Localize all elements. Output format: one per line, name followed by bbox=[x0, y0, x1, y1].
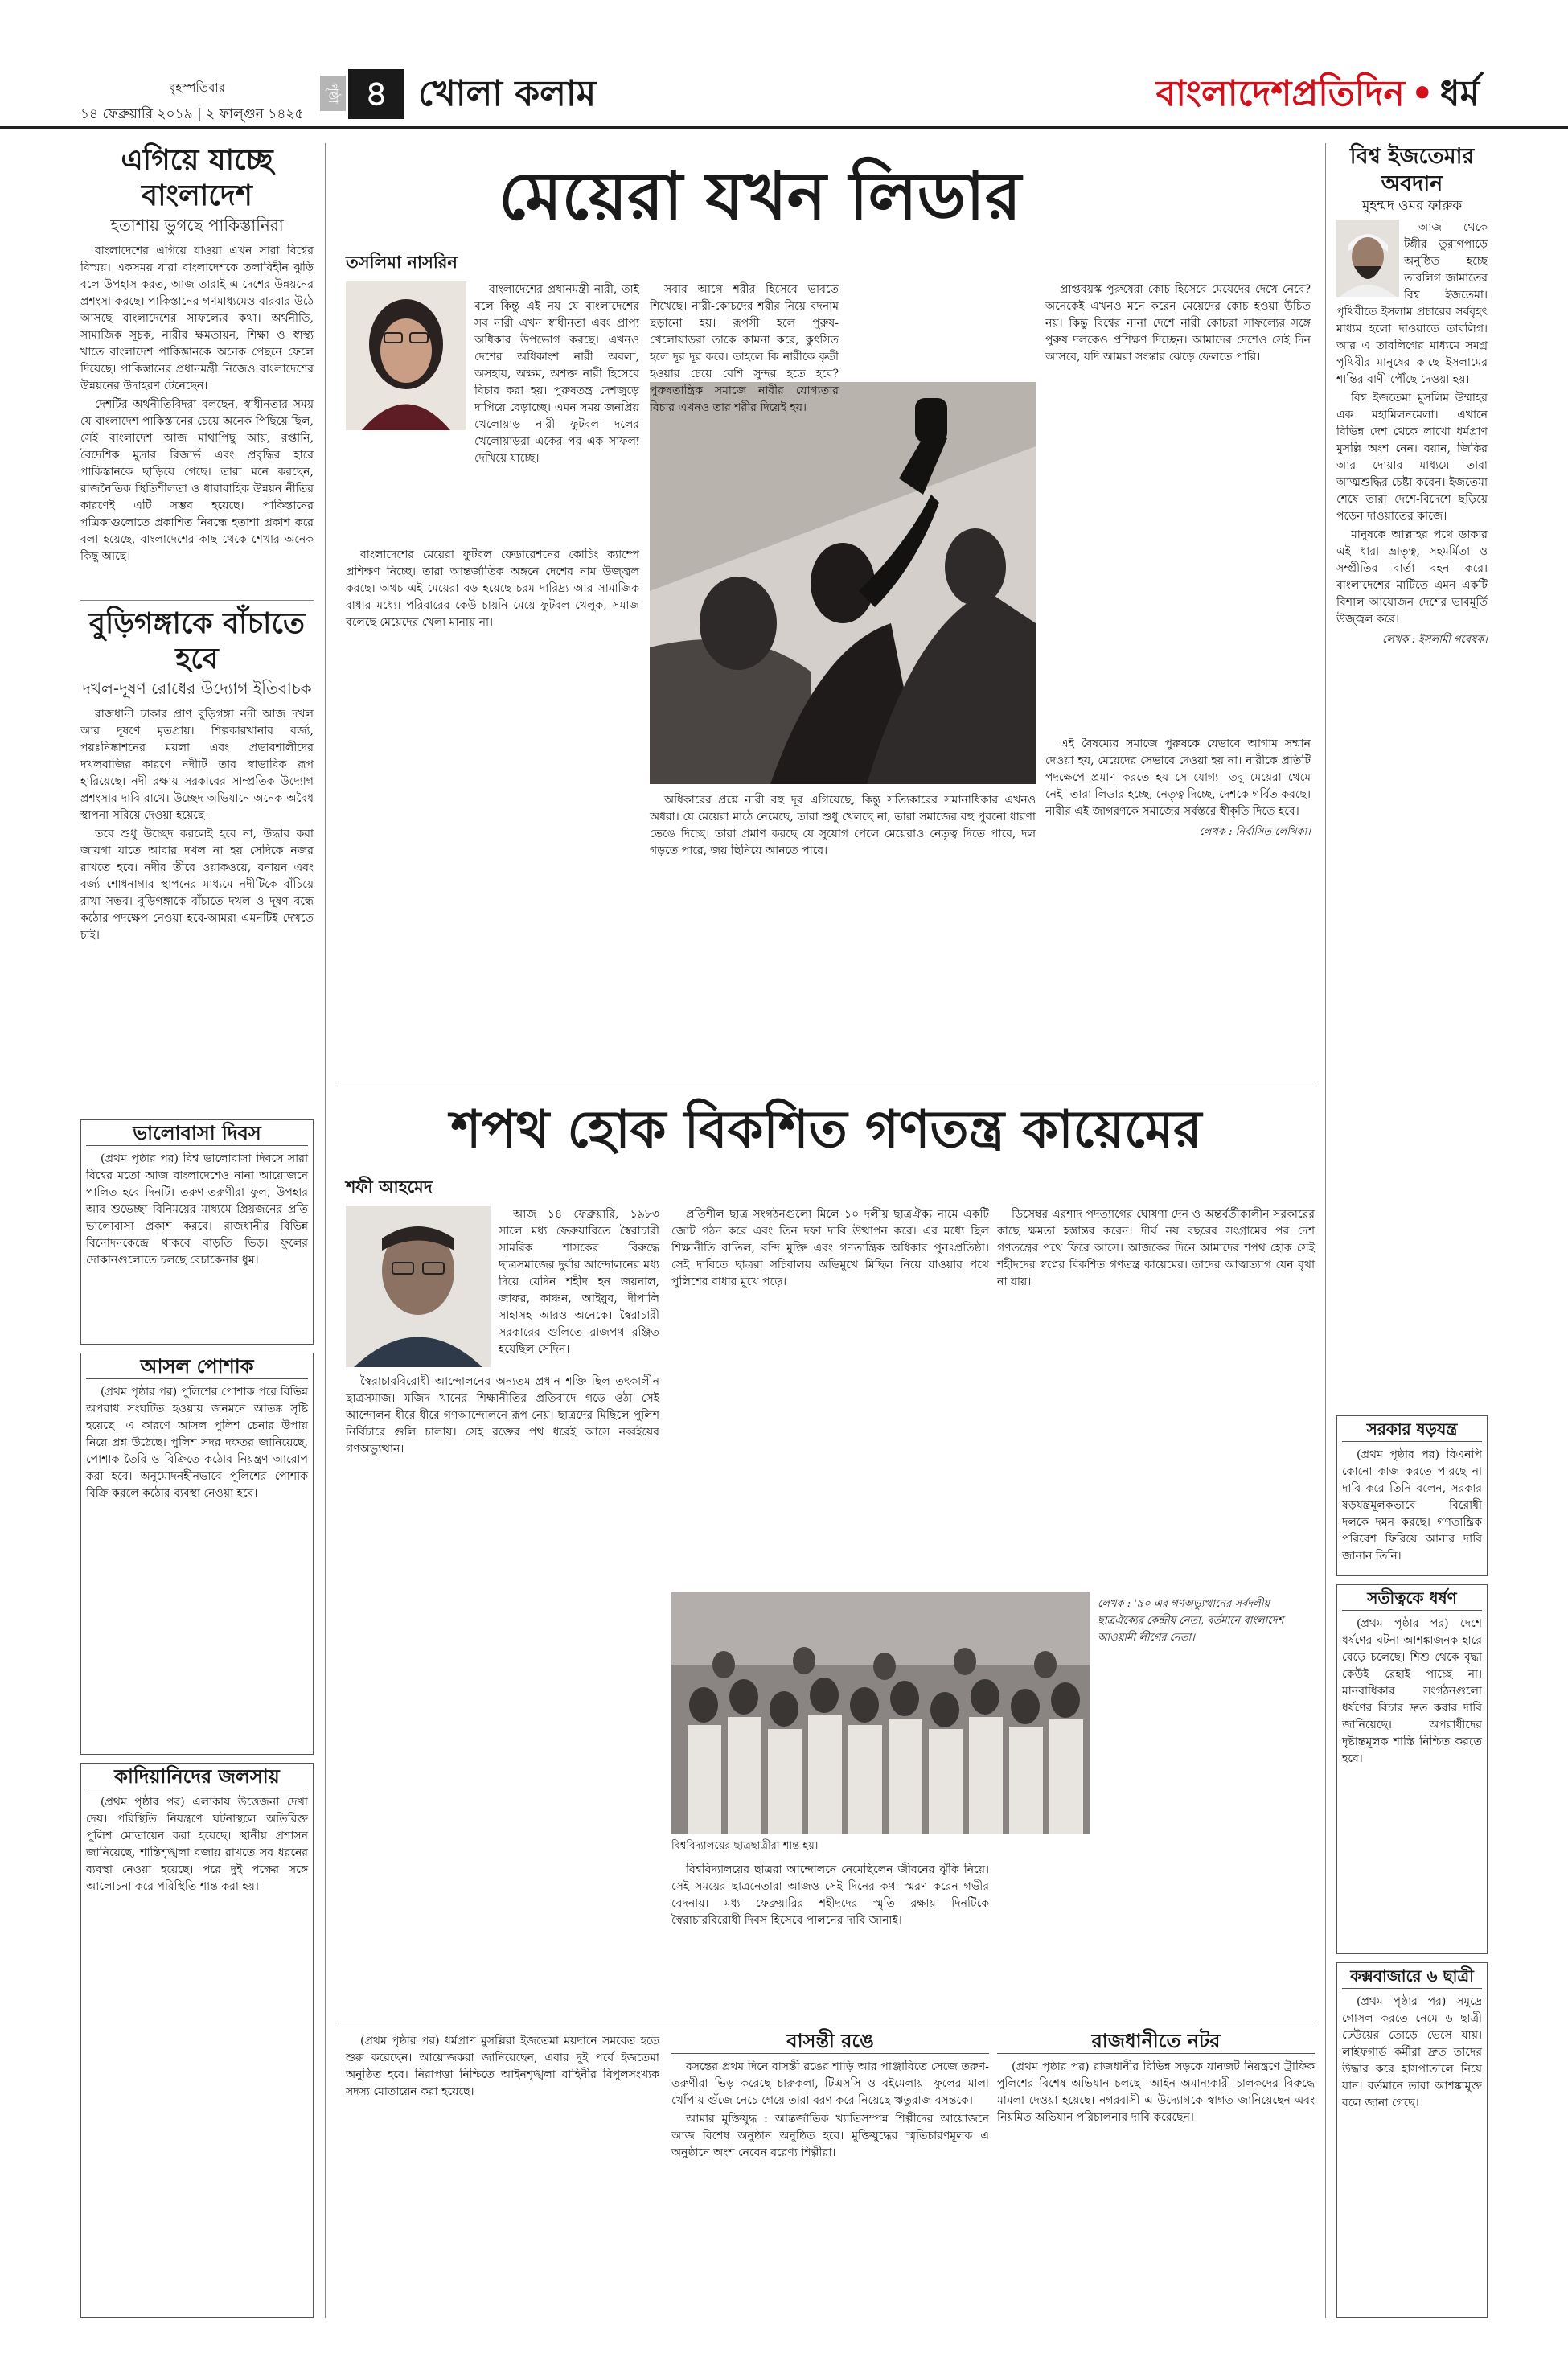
box1-title: ভালোবাসা দিবস bbox=[86, 1125, 308, 1146]
right-box-3 bbox=[1336, 1962, 1488, 2318]
right-box1-title: সরকার ষড়যন্ত্র bbox=[1342, 1421, 1482, 1442]
protest-illustration bbox=[650, 382, 1036, 784]
brand-logo bbox=[1156, 69, 1480, 119]
feature-paragraph: বিশ্ব ইজতেমা মুসলিম উম্মাহর এক মহামিলনমেলা। এখানে বিভিন্ন দেশ থেকে লাখো ধর্মপ্রাণ মুসল্লি অংশ নেন। বয়ান, জিকির আর দোয়ার মাধ্যমে তারা আত্মশুদ্ধির চেষ্টা করেন। ইজতেমা শেষে তারা দেশে-বিদেশে ছড়িয়ে পড়েন দাওয়াতের কাজে। bbox=[1336, 392, 1488, 523]
feature-author-image bbox=[1336, 220, 1399, 297]
main-col-2a bbox=[650, 281, 839, 414]
protest-photo-caption: বিশ্ববিদ্যালয়ের ছাত্রছাত্রীরা শান্ত হয়। bbox=[671, 1840, 819, 1852]
protest-photo bbox=[671, 1592, 1090, 1834]
bottom2-title: বাসন্তী রঙে bbox=[671, 2033, 989, 2054]
right-box2-paragraph: (প্রথম পৃষ্ঠার পর) দেশে ধর্ষণের ঘটনা আশঙ্কাজনক হারে বেড়ে চলেছে। শিশু থেকে বৃদ্ধা কেউই রেহাই পাচ্ছে না। মানবাধিকার সংগঠনগুলো ধর্ষণের বিচার দ্রুত করার দাবি জানিয়েছে। অপরাধীদের দৃষ্টান্তমূলক শাস্তি নিশ্চিত করতে হবে। bbox=[1342, 1617, 1482, 1765]
right-box3-title: কক্সবাজারে ৬ ছাত্রী bbox=[1342, 1968, 1482, 1989]
box1-paragraph: (প্রথম পৃষ্ঠার পর) বিশ্ব ভালোবাসা দিবসে সারা বিশ্বের মতো আজ বাংলাদেশেও নানা আয়োজনে পালিত হবে দিনটি। তরুণ-তরুণীরা ফুল, উপহার আর শুভেচ্ছা বিনিময়ের মাধ্যমে প্রিয়জনের প্রতি ভালোবাসা প্রকাশ করবে। রাজধানীর বিভিন্ন বিনোদনকেন্দ্রে থাকবে বাড়তি ভিড়। ফুলের দোকানগুলোতে চলছে বেচাকেনার ধুম। bbox=[86, 1152, 308, 1267]
author-photo bbox=[346, 281, 466, 430]
second-col-1b bbox=[346, 1374, 659, 2013]
feature-byline: মুহম্মদ ওমর ফারুক bbox=[1361, 198, 1463, 214]
bottom-col-2 bbox=[671, 2030, 989, 2318]
feature-paragraph: আজ থেকে টঙ্গীর তুরাগপাড়ে অনুষ্ঠিত হচ্ছে তাবলিগ জামাতের বিশ্ব ইজতেমা। পৃথিবীতে ইসলাম প্রচারের সর্ববৃহৎ মাধ্যম হলো দাওয়াতে তাবলিগ। আর এ তাবলিগের মাধ্যমে সমগ্র পৃথিবীর মানুষের কাছে ইসলামের শান্তির বাণী পৌঁছে দেওয়া হয়। bbox=[1336, 221, 1488, 386]
main-paragraph: সবার আগে শরীর হিসেবে ভাবতে শিখেছে। নারী-কোচদের শরীর নিয়ে বদনাম ছড়ানো হয়। রূপসী হলে পুরুষ-খেলোয়াড়রা তাকে কামনা করে, কুৎসিত হলে দূর দূর করে। তাহলে কি নারীকে কৃতী হওয়ার চেয়ে বেশি সুন্দর হতে হবে? পুরুষতান্ত্রিক সমাজে নারীর যোগ্যতার বিচার এখনও তার শরীর দিয়েই হয়। bbox=[650, 283, 839, 414]
story2-paragraph: তবে শুধু উচ্ছেদ করলেই হবে না, উদ্ধার করা জায়গা যাতে আবার দখল না হয় সেদিকে নজর রাখতে হবে। নদীর তীরে ওয়াকওয়ে, বনায়ন এবং বর্জ্য শোধনাগার স্থাপনের মাধ্যমে নদীটিকে বাঁচিয়ে রাখা সম্ভব। বুড়িগঙ্গাকে বাঁচাতে দখল ও দূষণ বন্ধে কঠোর পদক্ষেপ নেওয়া হবে-আমরা এমনটিই দেখতে চাই। bbox=[80, 828, 314, 942]
weekday: বৃহস্পতিবার bbox=[169, 80, 225, 95]
bottom2-paragraph: বসন্তের প্রথম দিনে বাসন্তী রঙের শাড়ি আর পাঞ্জাবিতে সেজে তরুণ-তরুণীরা ভিড় করেছে চারুকলা, টিএসসি ও বইমেলায়। ফুলের মালা খোঁপায় গুঁজে নেচে-গেয়ে তারা বরণ করে নিয়েছে ঋতুরাজ বসন্তকে। bbox=[671, 2060, 989, 2107]
main-illustration bbox=[650, 382, 1036, 784]
main-paragraph: অধিকারের প্রশ্নে নারী বহু দূর এগিয়েছে, কিন্তু সত্যিকারের সমানাধিকার এখনও অধরা। যে মেয়েরা মাঠে নেমেছে, তারা শুধু খেলছে না, তারা সমাজের বহু পুরনো ধারণা ভেঙে দিচ্ছে। তারা প্রমাণ করছে যে সুযোগ পেলে মেয়েরাও নেতৃত্ব দিতে পারে, দল গড়তে পারে, জয় ছিনিয়ে আনতে পারে। bbox=[650, 794, 1036, 857]
box3-paragraph: (প্রথম পৃষ্ঠার পর) এলাকায় উত্তেজনা দেখা দেয়। পরিস্থিতি নিয়ন্ত্রণে ঘটনাস্থলে অতিরিক্ত পুলিশ মোতায়েন করা হয়েছে। স্থানীয় প্রশাসন জানিয়েছে, শান্তিশৃঙ্খলা বজায় রাখতে সব ধরনের ব্যবস্থা নেওয়া হয়েছে। পরে দুই পক্ষের সঙ্গে আলোচনা করে পরিস্থিতি শান্ত করা হয়। bbox=[86, 1796, 308, 1893]
brand-dot: • bbox=[1410, 73, 1434, 114]
feature-writer-note: লেখক : ইসলামী গবেষক। bbox=[1381, 634, 1488, 646]
right-box-2 bbox=[1336, 1584, 1488, 1954]
second-paragraph: স্বৈরাচারবিরোধী আন্দোলনের অন্যতম প্রধান শক্তি ছিল তৎকালীন ছাত্রসমাজ। মজিদ খানের শিক্ষানীতির প্রতিবাদে গড়ে ওঠা সেই আন্দোলন ধীরে ধীরে গণআন্দোলনে রূপ নেয়। ছাত্রদের মিছিলে পুলিশ নির্বিচারে গুলি চালায়। সেই রক্তের পথ ধরেই আসে নব্বইয়ের গণঅভ্যুত্থান। bbox=[346, 1375, 659, 1456]
right-box3-paragraph: (প্রথম পৃষ্ঠার পর) সমুদ্রে গোসল করতে নেমে ৬ ছাত্রী ঢেউয়ের তোড়ে ভেসে যায়। লাইফগার্ড কর্মীরা দ্রুত তাদের উদ্ধার করে হাসপাতালে নিয়ে যান। বর্তমানে তারা আশঙ্কামুক্ত বলে জানা গেছে। bbox=[1342, 1995, 1482, 2109]
column-rule bbox=[1325, 143, 1326, 2318]
page-tag: পৃষ্ঠা bbox=[320, 76, 346, 111]
second-paragraph: আজ ১৪ ফেব্রুয়ারি, ১৯৮৩ সালে মধ্য ফেব্রুয়ারিতে স্বৈরাচারী সামরিক শাসকের বিরুদ্ধে ছাত্রসমাজের দুর্বার আন্দোলনের মধ্য দিয়ে যেদিন শহীদ হন জয়নাল, জাফর, কাঞ্চন, আইয়ুব, দীপালি সাহাসহ আরও অনেকে। স্বৈরাচারী সরকারের গুলিতে রাজপথ রঞ্জিত হয়েছিল সেদিন। bbox=[499, 1208, 659, 1356]
main-byline: তসলিমা নাসরিন bbox=[346, 253, 458, 272]
bottom3-paragraph: (প্রথম পৃষ্ঠার পর) রাজধানীর বিভিন্ন সড়কে যানজট নিয়ন্ত্রণে ট্রাফিক পুলিশের বিশেষ অভিযান চলছে। আইন অমান্যকারী চালকদের বিরুদ্ধে মামলা দেওয়া হয়েছে। নগরবাসী এ উদ্যোগকে স্বাগত জানিয়েছেন এবং নিয়মিত অভিযান পরিচালনার দাবি করেছেন। bbox=[997, 2060, 1315, 2124]
brand-part1: বাংলাদেশ bbox=[1155, 73, 1292, 114]
page-number: ৪ bbox=[348, 69, 404, 119]
main-col-3a bbox=[1045, 281, 1311, 732]
left-story-2 bbox=[80, 606, 314, 1111]
story2-paragraph: রাজধানী ঢাকার প্রাণ বুড়িগঙ্গা নদী আজ দখল আর দূষণে মৃতপ্রায়। শিল্পকারখানার বর্জ্য, পয়ঃনিষ্কাশনের ময়লা এবং প্রভাবশালীদের দখলবাজির কারণে নদীটি তার স্বাভাবিক রূপ হারিয়েছে। নদী রক্ষায় সরকারের সাম্প্রতিক উদ্যোগ প্রশংসার দাবি রাখে। উচ্ছেদ অভিযানে অনেক অবৈধ স্থাপনা সরিয়ে দেওয়া হয়েছে। bbox=[80, 708, 314, 822]
masthead bbox=[0, 0, 1568, 129]
brand-part2: প্রতিদিন bbox=[1291, 73, 1405, 114]
second-col-1a bbox=[499, 1206, 659, 1367]
story1-paragraph: বাংলাদেশের এগিয়ে যাওয়া এখন সারা বিশ্বের বিস্ময়। একসময় যারা বাংলাদেশকে তলাবিহীন ঝুড়ি বলে উপহাস করত, আজ তারাই এ দেশের উন্নয়নের প্রশংসা করছে। পাকিস্তানের গণমাধ্যমেও বারবার উঠে আসছে বাংলাদেশের সাফল্যের কথা। অর্থনীতি, সামাজিক সূচক, নারীর ক্ষমতায়ন, শিক্ষা ও স্বাস্থ্য খাতে বাংলাদেশ পাকিস্তানকে অনেক পেছনে ফেলে দিয়েছে। পাকিস্তানের প্রধানমন্ত্রী নিজেও বাংলাদেশের উন্নয়নের উদাহরণ টেনেছেন। bbox=[80, 244, 314, 392]
main-writer-note: লেখক : নির্বাসিত লেখিকা। bbox=[1199, 826, 1311, 838]
main-col-2b bbox=[650, 792, 1036, 1070]
main-col-1a bbox=[474, 281, 639, 543]
feature-title-1: বিশ্ব ইজতেমার bbox=[1349, 144, 1475, 169]
second-author-image bbox=[346, 1206, 491, 1367]
box2-title: আসল পোশাক bbox=[86, 1358, 308, 1379]
author-photo-image bbox=[346, 281, 466, 430]
story2-subhead: দখল-দূষণ রোধের উদ্যোগ ইতিবাচক bbox=[82, 679, 312, 698]
story1-paragraph: দেশটির অর্থনীতিবিদরা বলছেন, স্বাধীনতার সময় যে বাংলাদেশ পাকিস্তানের চেয়ে অনেক পিছিয়ে ছিল, সেই বাংলাদেশ আজ মাথাপিছু আয়, রপ্তানি, বৈদেশিক মুদ্রার রিজার্ভ এবং প্রবৃদ্ধির হারে পাকিস্তানকে ছাড়িয়ে গেছে। তারা মনে করছেন, রাজনৈতিক স্থিতিশীলতা ও ধারাবাহিক উন্নয়ন নীতির কারণেই এটি সম্ভব হয়েছে। পাকিস্তানের পত্রিকাগুলোতে প্রকাশিত নিবন্ধে হতাশা প্রকাশ করে বলা হয়েছে, বাংলাদেশের কাছ থেকে শেখার অনেক কিছু আছে। bbox=[80, 398, 314, 563]
second-col-2a bbox=[671, 1206, 989, 1584]
feature-title-2: অবদান bbox=[1381, 171, 1443, 196]
bottom-col-1 bbox=[346, 2033, 659, 2318]
story2-headline: বুড়িগঙ্গাকে বাঁচাতে হবে bbox=[89, 607, 305, 676]
right-box1-paragraph: (প্রথম পৃষ্ঠার পর) বিএনপি কোনো কাজ করতে পারছে না দাবি করে তিনি বলেন, সরকার ষড়যন্ত্রমূলকভাবে বিরোধী দলকে দমন করছে। গণতান্ত্রিক পরিবেশ ফিরিয়ে আনার দাবি জানান তিনি। bbox=[1342, 1448, 1482, 1563]
main-paragraph: এই বৈষম্যের সমাজে পুরুষকে যেভাবে আগাম সম্মান দেওয়া হয়, মেয়েদের সেভাবে দেওয়া হয় না। নারীকে প্রতিটি পদক্ষেপে প্রমাণ করতে হয় সে যোগ্য। তবু মেয়েরা থেমে নেই। তারা লিডার হচ্ছে, নেতৃত্ব দিচ্ছে, দেশকে গর্বিত করছে। নারীর এই জাগরণকে সমাজের সর্বস্তরে স্বীকৃতি দিতে হবে। bbox=[1045, 737, 1311, 818]
bottom1-paragraph: (প্রথম পৃষ্ঠার পর) ধর্মপ্রাণ মুসল্লিরা ইজতেমা ময়দানে সমবেত হতে শুরু করেছেন। আয়োজকরা জানিয়েছেন, এবার দুই পর্বে ইজতেমা অনুষ্ঠিত হবে। নিরাপত্তা নিশ্চিতে আইনশৃঙ্খলা বাহিনীর বিপুলসংখ্যক সদস্য মোতায়েন করা হয়েছে। bbox=[346, 2035, 659, 2098]
main-headline: মেয়েরা যখন লিডার bbox=[499, 158, 1021, 235]
second-paragraph: বিশ্ববিদ্যালয়ের ছাত্ররা আন্দোলনে নেমেছিলেন জীবনের ঝুঁকি নিয়ে। সেই সময়ের ছাত্রনেতারা আজও সেই দিনের কথা স্মরণ করেন গভীর বেদনায়। মধ্য ফেব্রুয়ারির শহীদদের স্মৃতি রক্ষায় দিনটিকে স্বৈরাচারবিরোধী দিবস হিসেবে পালনের দাবি জানাই। bbox=[671, 1863, 989, 1927]
second-col-2b bbox=[671, 1862, 989, 2013]
main-paragraph: প্রাপ্তবয়স্ক পুরুষেরা কোচ হিসেবে মেয়েদের দেখে নেবে? অনেকেই এখনও মনে করেন মেয়েদের কোচ হওয়া উচিত নয়। কিন্তু বিশ্বের নানা দেশে নারী কোচরা সাফল্যের সঙ্গে পুরুষ দলকেও প্রশিক্ষণ দিচ্ছেন। আমাদের দেশেও সেই দিন আসবে, যদি আমরা সংস্কার ঝেড়ে ফেলতে পারি। bbox=[1045, 283, 1311, 363]
protest-photo-image bbox=[671, 1592, 1090, 1834]
left-box-2 bbox=[80, 1353, 314, 1755]
right-feature bbox=[1336, 143, 1488, 1406]
second-paragraph: ডিসেম্বর এরশাদ পদত্যাগের ঘোষণা দেন ও অন্তর্বর্তীকালীন সরকারের কাছে ক্ষমতা হস্তান্তর করেন। দীর্ঘ নয় বছরের সংগ্রামের পর দেশ গণতন্ত্রের পথে ফিরে আসে। আজকের দিনে আমাদের শপথ হোক সেই শহীদদের স্বপ্নের বিকশিত গণতন্ত্র কায়েমের। তাদের আত্মত্যাগ যেন বৃথা না যায়। bbox=[997, 1208, 1315, 1288]
second-writer-note: লেখক : '৯০-এর গণঅভ্যুত্থানের সর্বদলীয় ছাত্রঐক্যের কেন্দ্রীয় নেতা, বর্তমানে বাংলাদেশ আওয়ামী লীগের নেতা। bbox=[1098, 1598, 1284, 1644]
date-block bbox=[80, 79, 314, 126]
story1-subhead: হতাশায় ভুগছে পাকিস্তানিরা bbox=[110, 216, 284, 235]
second-headline: শপথ হোক বিকশিত গণতন্ত্র কায়েমের bbox=[450, 1100, 1202, 1160]
second-byline: শফী আহমেদ bbox=[346, 1177, 433, 1197]
feature-paragraph: মানুষকে আল্লাহর পথে ডাকার এই ধারা ভ্রাতৃত্ব, সহমর্মিতা ও সম্প্রীতির বার্তা বহন করে। বাংলাদেশের মাটিতে এমন একটি বিশাল আয়োজন দেশের ভাবমূর্তি উজ্জ্বল করে। bbox=[1336, 528, 1488, 626]
right-box2-title: সতীত্বকে ধর্ষণ bbox=[1342, 1590, 1482, 1611]
divider bbox=[80, 600, 314, 601]
brand-section: ধর্ম bbox=[1439, 73, 1480, 114]
second-author-photo bbox=[346, 1206, 491, 1367]
box3-title: কাদিয়ানিদের জলসায় bbox=[86, 1768, 308, 1789]
second-col-3a bbox=[997, 1206, 1315, 1584]
box2-paragraph: (প্রথম পৃষ্ঠার পর) পুলিশের পোশাক পরে বিভিন্ন অপরাধ সংঘটিত হওয়ায় জনমনে আতঙ্ক সৃষ্টি হয়েছে। এ কারণে আসল পুলিশ চেনার উপায় নিয়ে প্রশ্ন উঠেছে। পুলিশ সদর দফতর জানিয়েছে, পোশাক তৈরি ও বিক্রিতে কঠোর নিয়ন্ত্রণ আরোপ করা হবে। অনুমোদনহীনভাবে পুলিশের পোশাক বিক্রি করলে কঠোর ব্যবস্থা নেওয়া হবে। bbox=[86, 1386, 308, 1500]
left-story-1 bbox=[80, 143, 314, 594]
left-box-1 bbox=[80, 1119, 314, 1345]
second-paragraph: প্রতিশীল ছাত্র সংগঠনগুলো মিলে ১০ দলীয় ছাত্রঐক্য নামে একটি জোট গঠন করে এবং তিন দফা দাবি উত্থাপন করে। এর মধ্যে ছিল শিক্ষানীতি বাতিল, বন্দি মুক্তি এবং গণতান্ত্রিক অধিকার পুনঃপ্রতিষ্ঠা। সেই দাবিতে ছাত্ররা সচিবালয় অভিমুখে মিছিল নিয়ে যাওয়ার পথে পুলিশের বাধার মুখে পড়ে। bbox=[671, 1208, 989, 1288]
main-col-1b bbox=[346, 547, 639, 1070]
column-rule bbox=[325, 143, 326, 2318]
bottom2-paragraph: আমার মুক্তিযুদ্ধ : আন্তর্জাতিক খ্যাতিসম্পন্ন শিল্পীদের আয়োজনে আজ বিশেষ অনুষ্ঠান অনুষ্ঠিত হবে। মুক্তিযুদ্ধের স্মৃতিচারণমূলক এ অনুষ্ঠানে অংশ নেবেন বরেণ্য শিল্পীরা। bbox=[671, 2113, 989, 2159]
story1-headline: এগিয়ে যাচ্ছে বাংলাদেশ bbox=[121, 144, 273, 212]
main-col-3b bbox=[1045, 736, 1311, 1070]
feature-author-photo bbox=[1336, 220, 1399, 297]
bottom3-title: রাজধানীতে নটর bbox=[997, 2033, 1315, 2054]
section-name: খোলা কলাম bbox=[418, 73, 597, 114]
date-line: ১৪ ফেব্রুয়ারি ২০১৯ | ২ ফাল্গুন ১৪২৫ bbox=[80, 106, 304, 122]
second-col-3b bbox=[1098, 1592, 1315, 2013]
main-paragraph: বাংলাদেশের প্রধানমন্ত্রী নারী, তাই বলে কিন্তু এই নয় যে বাংলাদেশের সব নারী এখন স্বাধীনতা এবং প্রাপ্য অধিকার উপভোগ করছে। এখনও দেশের অধিকাংশ নারী অবলা, অসহায়, অক্ষম, অশক্ত নারী হিসেবে বিচার করা হয়। পুরুষতন্ত্র দেশজুড়ে দাপিয়ে বেড়াচ্ছে। এমন সময় জনপ্রিয় খেলোয়াড় নারী ফুটবল দলের খেলোয়াড়রা একের পর এক সাফল্য দেখিয়ে যাচ্ছে। bbox=[474, 283, 639, 465]
bottom-col-3 bbox=[997, 2030, 1315, 2318]
main-paragraph: বাংলাদেশের মেয়েরা ফুটবল ফেডারেশনের কোচিং ক্যাম্পে প্রশিক্ষণ নিচ্ছে। তারা আন্তর্জাতিক অঙ্গনে দেশের নাম উজ্জ্বল করছে। অথচ এই মেয়েরা বড় হয়েছে চরম দারিদ্র্য আর সামাজিক বাধার মধ্যে। পরিবারের কেউ চায়নি মেয়ে ফুটবল খেলুক, সমাজ বলেছে মেয়েদের খেলা মানায় না। bbox=[346, 548, 639, 629]
right-box-1 bbox=[1336, 1415, 1488, 1576]
left-box-3 bbox=[80, 1763, 314, 2318]
